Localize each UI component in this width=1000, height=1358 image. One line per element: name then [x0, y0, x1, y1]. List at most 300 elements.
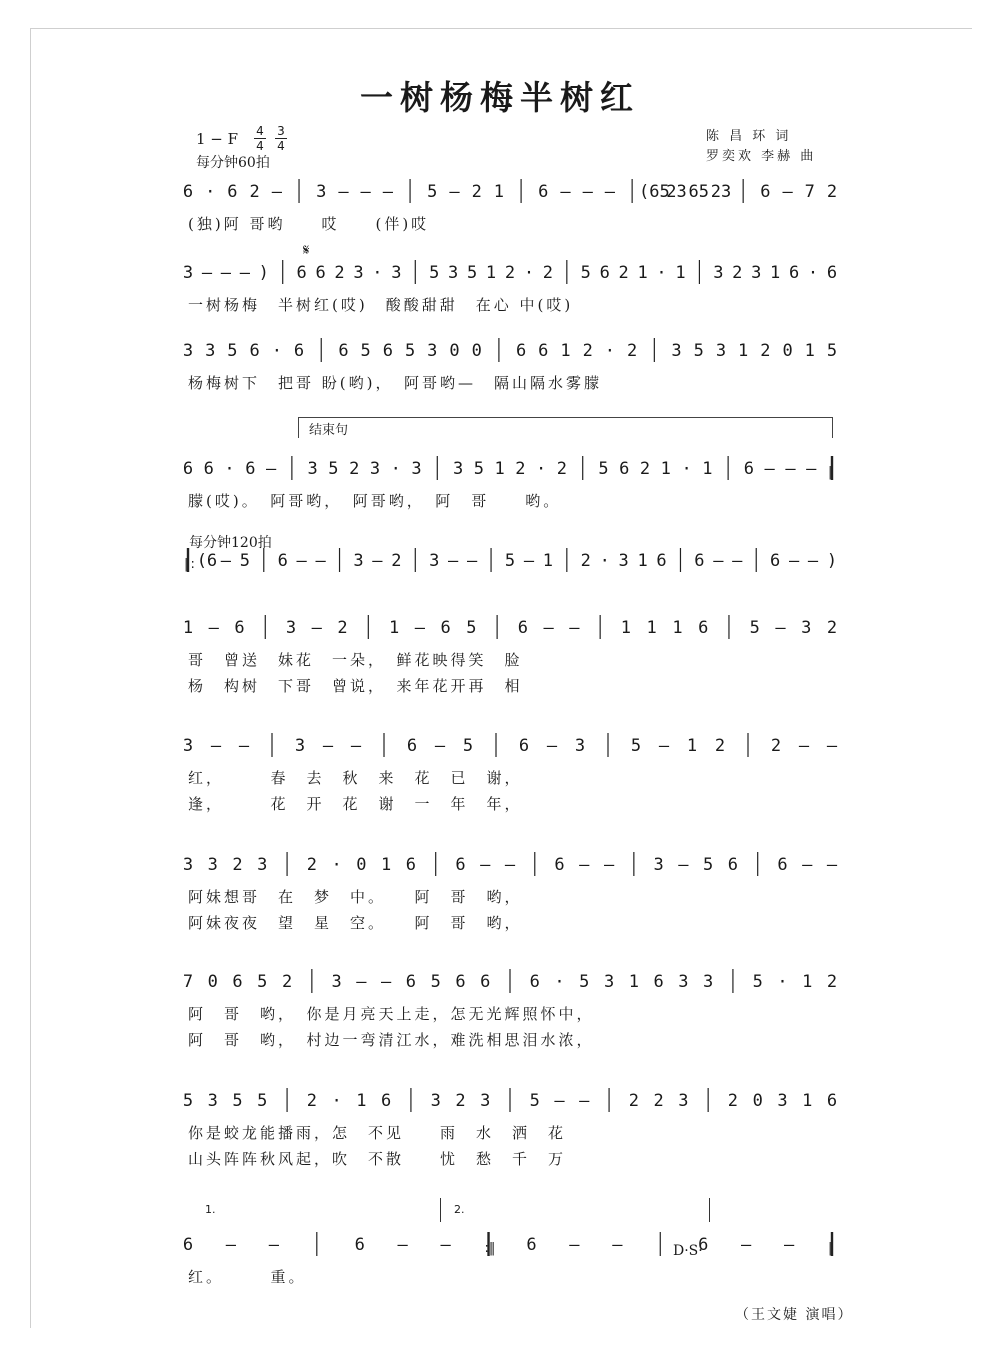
- note: 3: [430, 1091, 441, 1111]
- note: 1: [494, 459, 505, 479]
- note: ·: [390, 459, 401, 479]
- note: 2: [580, 551, 591, 571]
- note: 1: [637, 263, 648, 283]
- note: 6: [777, 855, 788, 875]
- lyricist-credit: 陈 昌 环 词: [706, 129, 792, 144]
- note: 5: [752, 972, 763, 992]
- note: —: [381, 972, 392, 992]
- note: 1: [660, 459, 671, 479]
- score-row: [183, 179, 837, 233]
- note: —: [826, 855, 838, 875]
- tempo-marking-120: 每分钟120拍: [189, 535, 272, 551]
- note: 3: [182, 855, 194, 875]
- note: —: [806, 459, 817, 479]
- lyric-line: 朦(哎)。 阿哥哟， 阿哥哟， 阿 哥 哟。: [188, 492, 562, 510]
- note: —: [220, 551, 232, 571]
- note: 3: [678, 972, 689, 992]
- note: 3: [294, 736, 306, 756]
- composer-credit: 罗奕欢 李赫 曲: [706, 149, 817, 164]
- note: 1: [493, 182, 505, 202]
- score-row: [184, 548, 837, 572]
- note: 6: [619, 459, 630, 479]
- note: ·: [656, 263, 667, 283]
- note: 2: [627, 341, 638, 361]
- note: —: [397, 1235, 408, 1255]
- note: 5: [826, 341, 838, 361]
- note: ·: [777, 972, 788, 992]
- note: —: [523, 551, 535, 571]
- note: —: [225, 1235, 237, 1255]
- note: 0: [471, 341, 482, 361]
- note: 6: [232, 972, 243, 992]
- note: 5: [580, 263, 591, 283]
- note: 3: [429, 551, 440, 571]
- note: 3: [480, 1091, 491, 1111]
- note: ·: [536, 459, 547, 479]
- note: 3: [353, 551, 364, 571]
- note: —: [604, 182, 616, 202]
- note: 6: [526, 1235, 537, 1255]
- note: 2: [455, 1091, 466, 1111]
- note: 1: [770, 263, 781, 283]
- note: 5: [579, 972, 590, 992]
- note: 0: [356, 855, 367, 875]
- note: ·: [271, 341, 282, 361]
- note: 1: [672, 618, 683, 638]
- note: 5: [693, 341, 704, 361]
- note: 2: [306, 1091, 317, 1111]
- note: ): [258, 263, 269, 283]
- note: 2: [582, 341, 593, 361]
- singer-credit: （王文婕 演唱）: [735, 1307, 854, 1323]
- note: 1: [388, 618, 400, 638]
- note: 6: [338, 341, 349, 361]
- note: ·: [604, 341, 616, 361]
- segno-sign: 𝄋: [303, 241, 310, 259]
- note: —: [782, 182, 793, 202]
- score-row: [183, 615, 837, 695]
- note: 5: [703, 855, 714, 875]
- note: —: [238, 736, 250, 756]
- lyric-line: 阿 哥 哟， 村边一弯清江水，难洗相思泪水浓，: [188, 1031, 595, 1049]
- note: 6: [293, 341, 305, 361]
- lyric-line: 阿 哥 哟， 你是月亮天上走，怎无光辉照怀中，: [188, 1005, 595, 1023]
- note: 6: [826, 1091, 838, 1111]
- note: ·: [523, 263, 535, 283]
- note: —: [560, 182, 571, 202]
- note: 3: [207, 855, 218, 875]
- note: 6: [760, 182, 771, 202]
- lyric-line: 逢， 花 开 花 谢 一 年 年，: [188, 795, 523, 813]
- note: 5: [466, 618, 477, 638]
- lyric-line: 阿妹想哥 在 梦 中。 阿 哥 哟，: [188, 888, 523, 906]
- note: —: [201, 263, 213, 283]
- note: 6: [653, 972, 664, 992]
- note: 3: [448, 263, 459, 283]
- score-row: [183, 456, 835, 510]
- note: 5: [257, 972, 268, 992]
- volta-2-label: 2.: [454, 1203, 465, 1216]
- lyric-line: 哥 曾送 妹花 一朵， 鲜花映得笑 脸: [188, 651, 523, 669]
- note: 6: [182, 1235, 194, 1255]
- note: —: [579, 1091, 590, 1111]
- note: 5: [427, 182, 438, 202]
- note: —: [543, 618, 554, 638]
- lyric-line: 杨梅树下 把哥 盼(哟)， 阿哥哟— 隔山隔水雾朦: [188, 374, 602, 392]
- note: 6: [517, 618, 529, 638]
- note: 6: [455, 855, 466, 875]
- note: ): [826, 551, 838, 571]
- note: 3: [205, 341, 216, 361]
- score-row: [183, 733, 838, 813]
- note: 6: [698, 1235, 709, 1255]
- note: 1: [637, 551, 648, 571]
- note: 6: [182, 182, 194, 202]
- note: 6: [203, 459, 214, 479]
- note: —: [208, 618, 219, 638]
- note: 2: [826, 182, 838, 202]
- lyric-line: 山头阵阵秋风起，吹 不散 忧 愁 千 万: [188, 1150, 567, 1168]
- lyric-line: 杨 构树 下哥 曾说， 来年花开再 相: [188, 677, 523, 695]
- note: —: [448, 551, 459, 571]
- note: 2: [826, 972, 838, 992]
- note: 5: [430, 972, 441, 992]
- note: 3: [777, 1091, 788, 1111]
- repeat-sign: ‖:: [184, 557, 195, 572]
- tempo-marking-60: 每分钟60拍: [196, 155, 270, 171]
- note: —: [713, 551, 724, 571]
- lyric-line: 一树杨梅 半树红(哎) 酸酸甜甜 在心 中(哎): [188, 296, 574, 314]
- note: —: [554, 1091, 565, 1111]
- lyric-line: 红。 重。: [188, 1268, 307, 1286]
- note: —: [603, 855, 615, 875]
- note: 1: [675, 263, 686, 283]
- coda-label: 结束句: [309, 423, 349, 438]
- note: —: [783, 1235, 795, 1255]
- note: 1: [356, 1091, 367, 1111]
- note: —: [798, 736, 810, 756]
- note: 6: [234, 618, 245, 638]
- note: —: [434, 736, 446, 756]
- note: 2: [337, 618, 348, 638]
- note: —: [322, 736, 334, 756]
- note: —: [775, 618, 786, 638]
- note: 6: [227, 182, 238, 202]
- note: 6: [277, 551, 288, 571]
- note: 6: [599, 263, 610, 283]
- note: 5: [504, 551, 516, 571]
- note: —: [210, 736, 222, 756]
- note: 1: [542, 551, 554, 571]
- note: —: [466, 551, 478, 571]
- note: 2: [770, 736, 782, 756]
- note: 5: [749, 618, 760, 638]
- note: 5: [257, 1091, 268, 1111]
- note: 3: [713, 263, 724, 283]
- note: 1: [560, 341, 571, 361]
- note: —: [268, 1235, 279, 1255]
- note: 6: [656, 551, 667, 571]
- note: 6: [538, 341, 549, 361]
- note: 5: [227, 341, 238, 361]
- note: 2: [628, 1091, 639, 1111]
- note: —: [807, 551, 819, 571]
- note: 6: [538, 182, 549, 202]
- note: —: [296, 551, 307, 571]
- note: 3: [316, 182, 327, 202]
- note: 2: [334, 263, 345, 283]
- note: —: [504, 855, 516, 875]
- note: 1: [702, 459, 713, 479]
- song-title: 一树杨梅半树红: [360, 78, 640, 117]
- lyric-line: 你是蛟龙能播雨，怎 不见 雨 水 洒 花: [188, 1124, 567, 1142]
- lyric-line: (独)阿 哥哟 哎 (伴)哎: [188, 215, 430, 233]
- note: 3: [653, 855, 664, 875]
- note: 2: [556, 459, 568, 479]
- note: 6: [245, 459, 256, 479]
- score-row: [183, 260, 837, 314]
- note: —: [382, 182, 393, 202]
- note: 1: [628, 972, 639, 992]
- note: 6: [455, 972, 466, 992]
- note: —: [265, 459, 277, 479]
- note: 3: [715, 341, 727, 361]
- note: 3: [182, 341, 194, 361]
- note: 3: [603, 972, 615, 992]
- note: —: [579, 855, 590, 875]
- note: 1: [802, 972, 813, 992]
- note: 3: [618, 551, 629, 571]
- note: 2: [306, 855, 317, 875]
- note: 2: [732, 263, 743, 283]
- note: —: [764, 459, 775, 479]
- note: 3: [427, 341, 438, 361]
- time-signature-3-4: 3 4: [275, 125, 287, 152]
- volta-1-label: 1.: [205, 1203, 216, 1216]
- note: 6: [406, 736, 418, 756]
- note: 3: [703, 972, 714, 992]
- note: 2: [639, 459, 651, 479]
- note: —: [480, 855, 491, 875]
- note: 1: [381, 855, 392, 875]
- note: —: [658, 736, 670, 756]
- note: 6: [515, 341, 527, 361]
- note: ·: [331, 1091, 342, 1111]
- lyric-line: 红， 春 去 秋 来 花 已 谢，: [188, 769, 523, 787]
- note: 6: [296, 263, 307, 283]
- note: 6: [770, 551, 781, 571]
- note: 3: [353, 263, 364, 283]
- note: 6: [529, 972, 540, 992]
- note: 23: [666, 182, 687, 202]
- note: 3: [182, 263, 194, 283]
- note: —: [220, 263, 232, 283]
- note: 5: [630, 736, 642, 756]
- note: ·: [372, 263, 383, 283]
- score-row: [183, 1232, 835, 1286]
- note: 6: [826, 263, 838, 283]
- note: 6: [518, 736, 530, 756]
- repeat-sign: ‖: [828, 465, 835, 480]
- note: 5: [360, 341, 371, 361]
- note: —: [678, 855, 689, 875]
- note: ·: [331, 855, 342, 875]
- note: —: [315, 551, 326, 571]
- note: 6: [354, 1235, 365, 1255]
- note: —: [360, 182, 371, 202]
- note: 6: [694, 551, 705, 571]
- dal-segno: D·S·: [673, 1243, 703, 1259]
- note: 5: [239, 551, 250, 571]
- score-row: [183, 1088, 837, 1168]
- note: 1: [804, 341, 815, 361]
- note: 0: [752, 1091, 763, 1111]
- note: —: [569, 1235, 580, 1255]
- note: 5: [328, 459, 339, 479]
- note: 6: [727, 855, 739, 875]
- note: 3: [331, 972, 342, 992]
- note: 3: [207, 1091, 218, 1111]
- note: —: [826, 736, 838, 756]
- note: 1: [738, 341, 749, 361]
- note: 2: [653, 1091, 664, 1111]
- note: —: [338, 182, 349, 202]
- repeat-sign: ‖: [828, 1241, 835, 1256]
- note: 3: [452, 459, 464, 479]
- note: —: [271, 182, 282, 202]
- note: 1: [485, 263, 497, 283]
- note: 2: [760, 341, 771, 361]
- score-row: [183, 969, 837, 1049]
- note: 6: [698, 618, 709, 638]
- note: 1: [686, 736, 698, 756]
- note: —: [311, 618, 322, 638]
- note: —: [732, 551, 743, 571]
- note: —: [414, 618, 425, 638]
- note: 7: [182, 972, 194, 992]
- note: 5: [462, 736, 474, 756]
- note: 3: [801, 618, 812, 638]
- note: —: [785, 459, 796, 479]
- note: ·: [599, 551, 610, 571]
- note: —: [802, 855, 813, 875]
- key-signature: 1 − F: [196, 130, 239, 148]
- note: —: [350, 736, 362, 756]
- note: 1: [182, 618, 194, 638]
- note: 3: [257, 855, 268, 875]
- note: 5: [598, 459, 609, 479]
- note: 3: [391, 263, 402, 283]
- note: 2: [826, 618, 838, 638]
- note: 2: [249, 182, 260, 202]
- note: —: [546, 736, 558, 756]
- note: —: [440, 1235, 451, 1255]
- note: 2: [471, 182, 482, 202]
- note: 0: [207, 972, 218, 992]
- note: 5: [529, 1091, 540, 1111]
- note: ·: [205, 182, 216, 202]
- note: ·: [681, 459, 692, 479]
- note: 6: [743, 459, 755, 479]
- note: 3: [369, 459, 381, 479]
- note: —: [239, 263, 250, 283]
- note: 3: [574, 736, 586, 756]
- note: 2: [542, 263, 554, 283]
- note: 3: [285, 618, 297, 638]
- note: 2: [515, 459, 526, 479]
- note: —: [569, 618, 580, 638]
- note: 5: [473, 459, 484, 479]
- note: ·: [224, 459, 235, 479]
- note: 1: [620, 618, 632, 638]
- note: 6: [440, 618, 451, 638]
- note: —: [582, 182, 593, 202]
- note: 5: [232, 1091, 243, 1111]
- note: ·: [807, 263, 819, 283]
- note: 6: [182, 459, 194, 479]
- note: 7: [804, 182, 815, 202]
- note: 2: [714, 736, 726, 756]
- lyric-line: 阿妹夜夜 望 星 空。 阿 哥 哟，: [188, 914, 523, 932]
- note: —: [612, 1235, 623, 1255]
- note: 5: [404, 341, 416, 361]
- note: 6: [249, 341, 260, 361]
- note: 5: [466, 263, 478, 283]
- note: 5: [429, 263, 440, 283]
- note: 6: [405, 855, 417, 875]
- note: 6: [315, 263, 326, 283]
- note: ·: [554, 972, 565, 992]
- score-row: [183, 338, 837, 392]
- note: 6: [554, 855, 565, 875]
- note: 2: [618, 263, 629, 283]
- note: 0: [782, 341, 793, 361]
- note: 6: [788, 263, 800, 283]
- note: —: [356, 972, 367, 992]
- note: 6: [381, 1091, 392, 1111]
- note: 5: [182, 1091, 194, 1111]
- note: 2: [281, 972, 293, 992]
- note: 3: [182, 736, 194, 756]
- time-signature-4-4: 4 4: [254, 125, 266, 152]
- note: 2: [391, 551, 402, 571]
- note: 2: [349, 459, 360, 479]
- note: 2: [232, 855, 243, 875]
- note: 2: [504, 263, 516, 283]
- note: 3: [751, 263, 762, 283]
- note: 3: [411, 459, 422, 479]
- note: 1: [646, 618, 657, 638]
- note: 2: [727, 1091, 739, 1111]
- note: —: [788, 551, 800, 571]
- note: 3: [671, 341, 682, 361]
- repeat-sign: :‖: [484, 1241, 496, 1256]
- note: 23: [710, 182, 732, 202]
- note: (65: [638, 182, 670, 202]
- note: 6: [405, 972, 417, 992]
- note: 3: [678, 1091, 689, 1111]
- note: —: [741, 1235, 752, 1255]
- note: 6: [480, 972, 491, 992]
- note: —: [449, 182, 460, 202]
- note: 1: [802, 1091, 813, 1111]
- note: 0: [449, 341, 460, 361]
- note: 65: [688, 182, 710, 202]
- note: (6: [196, 551, 218, 571]
- note: —: [372, 551, 383, 571]
- note: 3: [307, 459, 318, 479]
- note: 6: [382, 341, 393, 361]
